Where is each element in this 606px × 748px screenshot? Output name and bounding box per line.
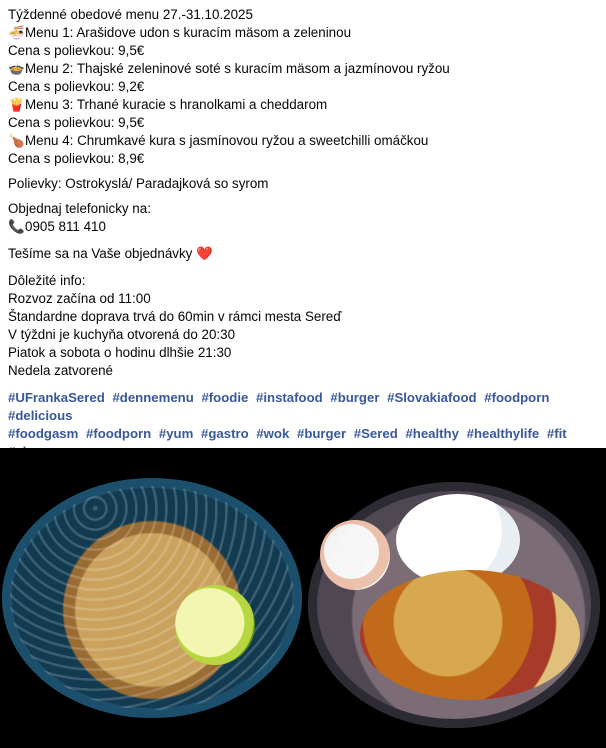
- hashtag-link[interactable]: #foodporn: [86, 426, 152, 441]
- stew-pot-icon: 🍲: [8, 61, 25, 76]
- info-title: Dôležité info:: [8, 273, 86, 288]
- menu-2-price: Cena s polievkou: 9,2€: [8, 79, 145, 94]
- slaw-image: [320, 520, 390, 590]
- hashtag-link[interactable]: #Slovakiafood: [387, 390, 477, 405]
- info-line: Nedela zatvorené: [8, 363, 113, 378]
- udon-bowl-image: [2, 478, 302, 718]
- hashtag-link[interactable]: #dennemenu: [112, 390, 194, 405]
- post-text: [8, 6, 600, 479]
- stirfry-image: [360, 570, 580, 700]
- info-line: Štandardne doprava trvá do 60min v rámci mesta Sereď: [8, 309, 342, 324]
- menu-4: 🍗Menu 4: Chrumkavé kura s jasmínovou ryžou a sweetchilli omáčkou: [8, 133, 429, 148]
- hashtag-link[interactable]: #yum: [158, 426, 194, 441]
- info-line: Piatok a sobota o hodinu dlhšie 21:30: [8, 345, 232, 360]
- menu-3: 🍟Menu 3: Trhané kuracie s hranolkami a cheddarom: [8, 97, 328, 112]
- soups: Polievky: Ostrokyslá/ Paradajková so syrom: [8, 176, 269, 191]
- hashtag-link[interactable]: #foodie: [201, 390, 249, 405]
- phone-icon: 📞: [8, 219, 25, 234]
- hashtag-link[interactable]: #fit: [546, 426, 567, 441]
- menu-1: 🍜Menu 1: Arašidove udon s kuracím mäsom a zeleninou: [8, 25, 352, 40]
- hashtag-link[interactable]: #instafood: [256, 390, 323, 405]
- heart-icon: ❤️: [196, 246, 214, 261]
- noodle-bowl-icon: 🍜: [8, 25, 25, 40]
- closing-line: Tešíme sa na Vaše objednávky ❤️: [8, 246, 214, 261]
- info-line: V týždni je kuchyňa otvorená do 20:30: [8, 327, 236, 342]
- menu-1-price: Cena s polievkou: 9,5€: [8, 43, 145, 58]
- phone-line: [8, 218, 600, 236]
- menu-2: 🍲Menu 2: Thajské zeleninové soté s kuracím mäsom a jazmínovou ryžou: [8, 61, 450, 76]
- menu-4-price: Cena s polievkou: 8,9€: [8, 151, 145, 166]
- hashtag-link[interactable]: #burger: [296, 426, 347, 441]
- hashtag-link[interactable]: #foodporn: [484, 390, 550, 405]
- hashtag-link[interactable]: #burger: [330, 390, 380, 405]
- info-line: Rozvoz začína od 11:00: [8, 291, 151, 306]
- fries-icon: 🍟: [8, 97, 25, 112]
- hashtag-link[interactable]: #wok: [256, 426, 290, 441]
- hashtag-link[interactable]: #delicious: [8, 408, 73, 423]
- hashtag-link[interactable]: #healthylife: [466, 426, 540, 441]
- hashtag-link[interactable]: #gastro: [201, 426, 249, 441]
- hashtag-link[interactable]: #healthy: [405, 426, 459, 441]
- chicken-leg-icon: 🍗: [8, 133, 25, 148]
- hashtag-link[interactable]: #foodgasm: [8, 426, 79, 441]
- phone-number[interactable]: 0905 811 410: [25, 219, 106, 234]
- hashtag-link[interactable]: #Sered: [353, 426, 398, 441]
- order-label: Objednaj telefonicky na:: [8, 201, 151, 216]
- hashtag-link[interactable]: #UFrankaSered: [8, 390, 105, 405]
- menu-title: Týždenné obedové menu 27.-31.10.2025: [8, 7, 253, 22]
- menu-3-price: Cena s polievkou: 9,5€: [8, 115, 145, 130]
